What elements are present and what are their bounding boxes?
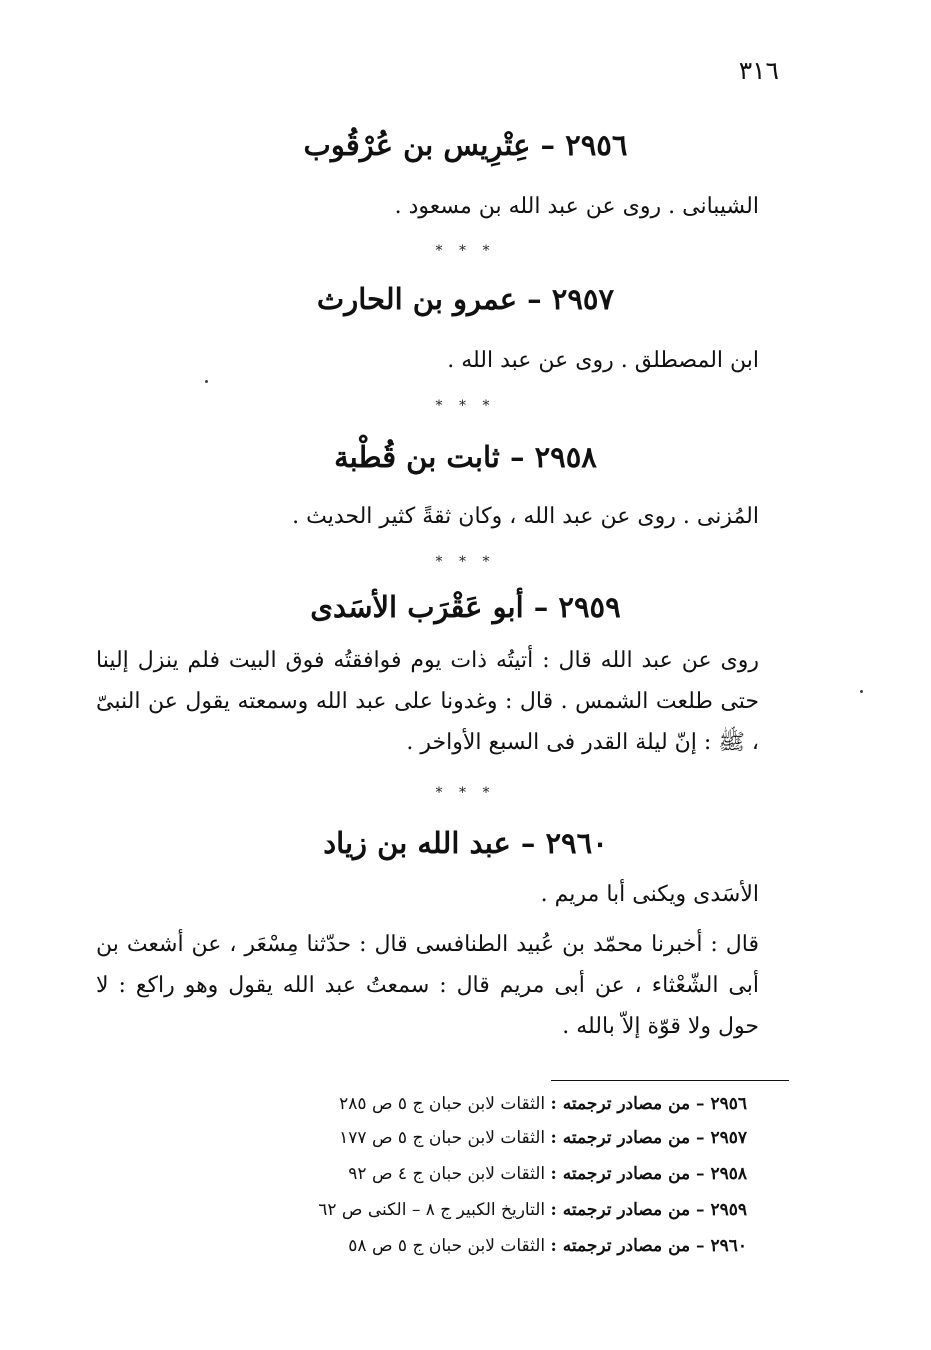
- footnote-source: التاريخ الكبير ج ٨ – الكنى ص ٦٢: [318, 1200, 546, 1220]
- footnote-2956: [339, 1094, 747, 1114]
- entry-text-2960-body: قال : أخبرنا محمّد بن عُبيد الطنافسى قال : حدّثنا مِسْعَر ، عن أشعث بن أبى الشّعْثاء ، عن أبى مريم قال : سمعتُ عبد الله يقول وهو راكع : لا حول ولا قوّة إلاّ بالله .: [96, 932, 759, 1039]
- footnote-2960: [348, 1236, 747, 1256]
- entry-title-2958: ٢٩٥٨ – ثابت بن قُطْبة: [334, 440, 597, 474]
- separator-stars: * * *: [435, 243, 496, 259]
- footnote-source: الثقات لابن حبان ج ٥ ص ٢٨٥: [339, 1094, 546, 1114]
- footnote-2958: [348, 1164, 747, 1184]
- scan-speck: [860, 690, 863, 693]
- footnote-2957: [339, 1128, 747, 1148]
- entry-text-2956: الشيبانى . روى عن عبد الله بن مسعود .: [394, 194, 759, 219]
- entry-text-2960-intro: الأسَدى ويكنى أبا مريم .: [540, 882, 759, 907]
- entry-title-2956: ٢٩٥٦ – عِتْرِيس بن عُرْقُوب: [303, 128, 628, 162]
- entry-title-2957: ٢٩٥٧ – عمرو بن الحارث: [316, 282, 615, 316]
- footnote-2959: [318, 1200, 747, 1220]
- separator-stars: * * *: [435, 398, 496, 414]
- footnote-source: الثقات لابن حبان ج ٥ ص ٥٨: [348, 1236, 546, 1256]
- entry-text-2957: ابن المصطلق . روى عن عبد الله .: [447, 348, 759, 373]
- scan-speck: [205, 380, 208, 383]
- separator-stars: * * *: [435, 554, 496, 570]
- page-number: ٣١٦: [738, 56, 779, 85]
- footnote-source: الثقات لابن حبان ج ٥ ص ١٧٧: [339, 1128, 546, 1148]
- entry-title-2959: ٢٩٥٩ – أبو عَقْرَب الأسَدى: [310, 590, 621, 624]
- entry-text-2958: المُزنى . روى عن عبد الله ، وكان ثقةً كثير الحديث .: [292, 504, 759, 529]
- footnote-lead: ٢٩٥٩ – من مصادر ترجمته :: [550, 1200, 747, 1220]
- footnote-lead: ٢٩٦٠ – من مصادر ترجمته :: [550, 1236, 747, 1256]
- footnote-rule: [551, 1080, 789, 1081]
- separator-stars: * * *: [435, 785, 496, 801]
- footnote-source: الثقات لابن حبان ج ٤ ص ٩٢: [348, 1164, 546, 1184]
- entry-text-2959: روى عن عبد الله قال : أتيتُه ذات يوم فوافقتُه فوق البيت فلم ينزل إلينا حتى طلعت الشمس . قال : وغدونا على عبد الله وسمعته يقول عن النبىّ ، ﷺ : إنّ ليلة القدر فى السبع الأواخر .: [96, 648, 759, 755]
- entry-title-2960: ٢٩٦٠ – عبد الله بن زياد: [323, 826, 608, 860]
- footnote-lead: ٢٩٥٧ – من مصادر ترجمته :: [550, 1128, 747, 1148]
- footnote-lead: ٢٩٥٨ – من مصادر ترجمته :: [550, 1164, 747, 1184]
- footnote-lead: ٢٩٥٦ – من مصادر ترجمته :: [550, 1094, 747, 1114]
